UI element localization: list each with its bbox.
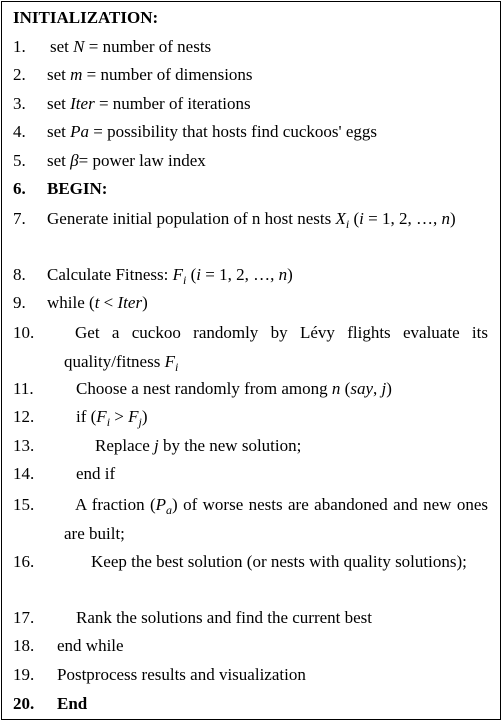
- line-number: 11.: [13, 379, 34, 398]
- line-14: [13, 464, 488, 484]
- line-text: while (t < Iter): [47, 293, 148, 312]
- initialization-heading: [13, 8, 488, 28]
- line-18: [13, 636, 488, 656]
- line-number: 4.: [13, 122, 26, 141]
- line-1: [13, 37, 488, 57]
- line-number: 14.: [13, 464, 35, 483]
- line-number: 10.: [13, 323, 35, 342]
- line-text: Rank the solutions and find the current best: [76, 608, 373, 627]
- line-2: [13, 65, 488, 85]
- line-6-begin: [13, 179, 488, 199]
- line-number: 16.: [13, 552, 35, 571]
- line-text: set N = number of nests: [50, 37, 212, 56]
- line-number: 7.: [13, 209, 26, 228]
- line-5: [13, 151, 488, 171]
- line-number: 12.: [13, 407, 35, 426]
- line-text: set m = number of dimensions: [47, 65, 253, 84]
- line-number: 8.: [13, 265, 26, 284]
- line-9: [13, 293, 488, 313]
- line-text: Keep the best solution (or nests with quality solutions);: [91, 552, 467, 571]
- line-17: [13, 608, 488, 628]
- line-text: Generate initial population of n host nests $X_i$ (i = 1, 2, …, n): [47, 209, 456, 231]
- line-4: [13, 122, 488, 142]
- line-text: set Iter = number of iterations: [47, 94, 251, 113]
- line-number: 18.: [13, 636, 35, 655]
- line-text: Get a cuckoo randomly by Lévy flights evaluate its quality/fitness $F_i$: [64, 323, 488, 374]
- line-3: [13, 94, 488, 114]
- line-number: 9.: [13, 293, 26, 312]
- line-text: end while: [57, 636, 124, 655]
- line-8: [13, 265, 488, 285]
- heading-text: INITIALIZATION:: [13, 8, 159, 27]
- line-number: 3.: [13, 94, 26, 113]
- line-7: [13, 204, 488, 233]
- line-15: [13, 490, 488, 548]
- line-20-end: [13, 694, 488, 714]
- line-number: 6.: [13, 179, 26, 198]
- line-text: set β= power law index: [47, 151, 206, 170]
- line-number: 15.: [13, 495, 35, 514]
- line-text: BEGIN:: [47, 179, 108, 198]
- line-text: Postprocess results and visualization: [57, 665, 306, 684]
- algorithm-box: [1, 1, 501, 720]
- line-number: 2.: [13, 65, 26, 84]
- line-13: [13, 436, 488, 456]
- line-text: End: [57, 694, 88, 713]
- line-text: if $(F_i > F_j)$: [76, 407, 148, 429]
- line-12: [13, 407, 488, 427]
- line-text: set Pa = possibility that hosts find cuckoos' eggs: [47, 122, 377, 141]
- line-10: [13, 318, 488, 376]
- line-number: 1.: [13, 37, 26, 56]
- line-text: A fraction $(P_a)$ of worse nests are abandoned and new ones are built;: [64, 495, 488, 543]
- line-number: 19.: [13, 665, 35, 684]
- line-text: Choose a nest randomly from among n (say, j): [76, 379, 392, 398]
- line-text: end if: [76, 464, 116, 483]
- line-16: [13, 547, 488, 576]
- line-number: 20.: [13, 694, 35, 713]
- line-number: 5.: [13, 151, 26, 170]
- line-11: [13, 379, 488, 399]
- line-text: Calculate Fitness: $F_i$ (i = 1, 2, …, n): [47, 265, 293, 287]
- line-number: 17.: [13, 608, 35, 627]
- line-text: Replace j by the new solution;: [95, 436, 302, 455]
- line-19: [13, 665, 488, 685]
- line-number: 13.: [13, 436, 35, 455]
